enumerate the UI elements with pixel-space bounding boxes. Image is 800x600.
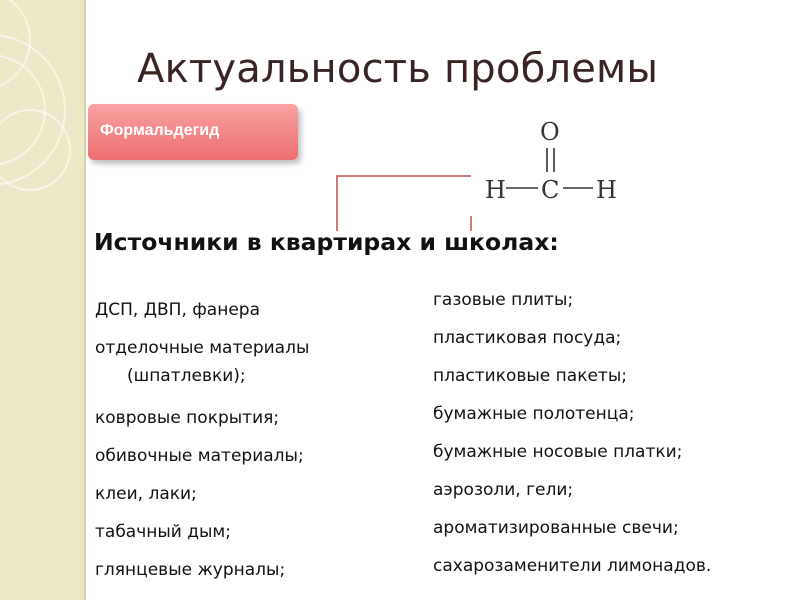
list-item: аэрозоли, гели;: [433, 480, 574, 500]
decorative-rings: [0, 0, 86, 600]
list-item: пластиковые пакеты;: [433, 366, 627, 386]
list-item: газовые плиты;: [433, 290, 574, 310]
list-item: глянцевые журналы;: [95, 560, 286, 580]
list-item: отделочные материалы (шпатлевки);: [95, 338, 310, 386]
list-item: бумажные носовые платки;: [433, 442, 683, 462]
slide-title: Актуальность проблемы: [137, 46, 659, 92]
sources-left-list: [95, 296, 309, 594]
list-item: табачный дым;: [95, 522, 231, 542]
formula-hydrogen-left: H: [485, 176, 506, 204]
formula-highlight-box: [337, 176, 471, 231]
list-item: ковровые покрытия;: [95, 408, 280, 428]
list-item: ароматизированные свечи;: [433, 518, 679, 538]
formula-hydrogen-right: H: [596, 176, 617, 204]
list-item: ДСП, ДВП, фанера: [95, 300, 261, 320]
list-item: клеи, лаки;: [95, 484, 197, 504]
sources-heading: Источники в квартирах и школах:: [94, 228, 559, 256]
formula-oxygen: O: [540, 118, 560, 146]
badge-label: Формальдегид: [100, 122, 220, 139]
formula-carbon: C: [541, 176, 560, 204]
sources-right-list: [433, 286, 711, 590]
formaldehyde-structural-formula: [330, 112, 650, 232]
list-item: обивочные материалы;: [95, 446, 304, 466]
list-item: сахарозаменители лимонадов.: [433, 556, 712, 576]
formaldehyde-badge: [88, 104, 298, 160]
list-item: бумажные полотенца;: [433, 404, 635, 424]
list-item: пластиковая посуда;: [433, 328, 622, 348]
